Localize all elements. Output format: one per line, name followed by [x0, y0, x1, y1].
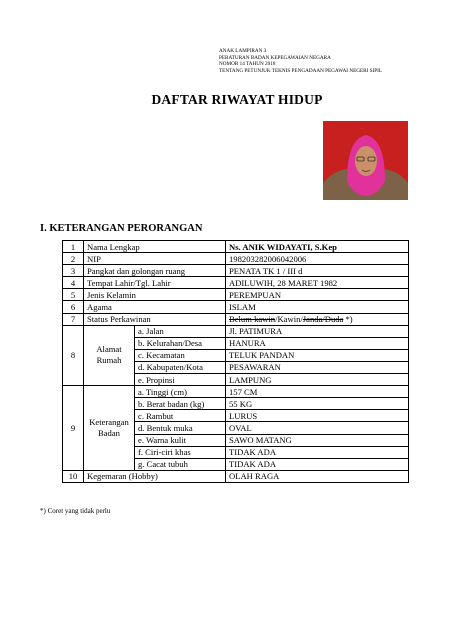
row-label: Agama: [84, 301, 226, 313]
table-row: [63, 277, 409, 289]
document-title: DAFTAR RIWAYAT HIDUP: [151, 92, 323, 107]
sub-value: TELUK PANDAN: [226, 349, 409, 361]
footnote: *) Coret yang tidak perlu: [40, 507, 111, 515]
row-number: 6: [63, 301, 84, 313]
table-row: [63, 241, 409, 253]
sub-value: LURUS: [226, 410, 409, 422]
table-row: [63, 301, 409, 313]
struck-option: Janda/Duda: [302, 314, 344, 325]
sub-label: a. Tinggi (cm): [135, 386, 226, 398]
group-label: Alamat Rumah: [84, 325, 135, 385]
hobby-value: OLAH RAGA: [226, 470, 409, 482]
separator: /: [275, 314, 278, 325]
row-number: 9: [63, 386, 84, 471]
row-number: 8: [63, 325, 84, 385]
section-title: I. KETERANGAN PERORANGAN: [40, 223, 203, 234]
sub-label: g. Cacat tubuh: [135, 458, 226, 470]
sub-value: OVAL: [226, 422, 409, 434]
row-label: Status Perkawinan: [84, 313, 226, 325]
sub-value: Jl. PATIMURA: [226, 325, 409, 337]
table-row: [63, 325, 409, 337]
separator: /: [300, 314, 303, 325]
struck-option: Belum kawin: [229, 314, 276, 325]
sub-value: TIDAK ADA: [226, 458, 409, 470]
sub-label: d. Kabupaten/Kota: [135, 361, 226, 373]
group-label: Keterangan Badan: [84, 386, 135, 471]
row-number: 1: [63, 241, 84, 253]
row-number: 3: [63, 265, 84, 277]
sub-label: c. Rambut: [135, 410, 226, 422]
personal-info-table: [62, 240, 409, 483]
sub-value: PESAWARAN: [226, 361, 409, 373]
selected-option: Kawin: [277, 314, 301, 325]
sub-label: e. Warna kulit: [135, 434, 226, 446]
sub-label: c. Kecamatan: [135, 349, 226, 361]
table-row: [63, 289, 409, 301]
religion-value: ISLAM: [226, 301, 409, 313]
gender-value: PEREMPUAN: [226, 289, 409, 301]
table-row: [63, 265, 409, 277]
nip-value: 198203282006042006: [226, 253, 409, 265]
full-name-value: Ns. ANIK WIDAYATI, S.Kep: [226, 241, 409, 253]
footnote-mark: *): [343, 314, 353, 325]
sub-label: f. Ciri-ciri khas: [135, 446, 226, 458]
marital-status-value: [226, 313, 409, 325]
sub-value: TIDAK ADA: [226, 446, 409, 458]
table-row: [63, 386, 409, 398]
sub-label: b. Kelurahan/Desa: [135, 337, 226, 349]
sub-label: b. Berat badan (kg): [135, 398, 226, 410]
row-number: 4: [63, 277, 84, 289]
sub-value: HANURA: [226, 337, 409, 349]
header-line-2: PERATURAN BADAN KEPEGAWAIAN NEGARA: [219, 54, 331, 61]
row-label: NIP: [84, 253, 226, 265]
header-line-3: NOMOR 14 TAHUN 2018: [219, 61, 276, 68]
row-label: Pangkat dan golongan ruang: [84, 265, 226, 277]
row-number: 2: [63, 253, 84, 265]
table-row: [63, 470, 409, 482]
row-label: Tempat Lahir/Tgl. Lahir: [84, 277, 226, 289]
row-number: 10: [63, 470, 84, 482]
rank-value: PENATA TK 1 / III d: [226, 265, 409, 277]
header-line-4: TENTANG PETUNJUK TEKNIS PENGADAAN PEGAWAI NEGERI SIPIL: [219, 67, 383, 74]
profile-photo: [323, 121, 408, 200]
row-label: Nama Lengkap: [84, 241, 226, 253]
sub-label: e. Propinsi: [135, 374, 226, 386]
row-label: Kegemaran (Hobby): [84, 470, 226, 482]
row-number: 5: [63, 289, 84, 301]
sub-value: 157 CM: [226, 386, 409, 398]
row-label: Jenis Kelamin: [84, 289, 226, 301]
sub-value: 55 KG: [226, 398, 409, 410]
sub-value: SAWO MATANG: [226, 434, 409, 446]
row-number: 7: [63, 313, 84, 325]
decree-header: [219, 48, 382, 74]
table-row: [63, 313, 409, 325]
sub-value: LAMPUNG: [226, 374, 409, 386]
birth-value: ADILUWIH, 28 MARET 1982: [226, 277, 409, 289]
sub-label: d. Bentuk muka: [135, 422, 226, 434]
header-line-1: ANAK LAMPIRAN 3: [219, 48, 267, 54]
sub-label: a. Jalan: [135, 325, 226, 337]
table-row: [63, 253, 409, 265]
